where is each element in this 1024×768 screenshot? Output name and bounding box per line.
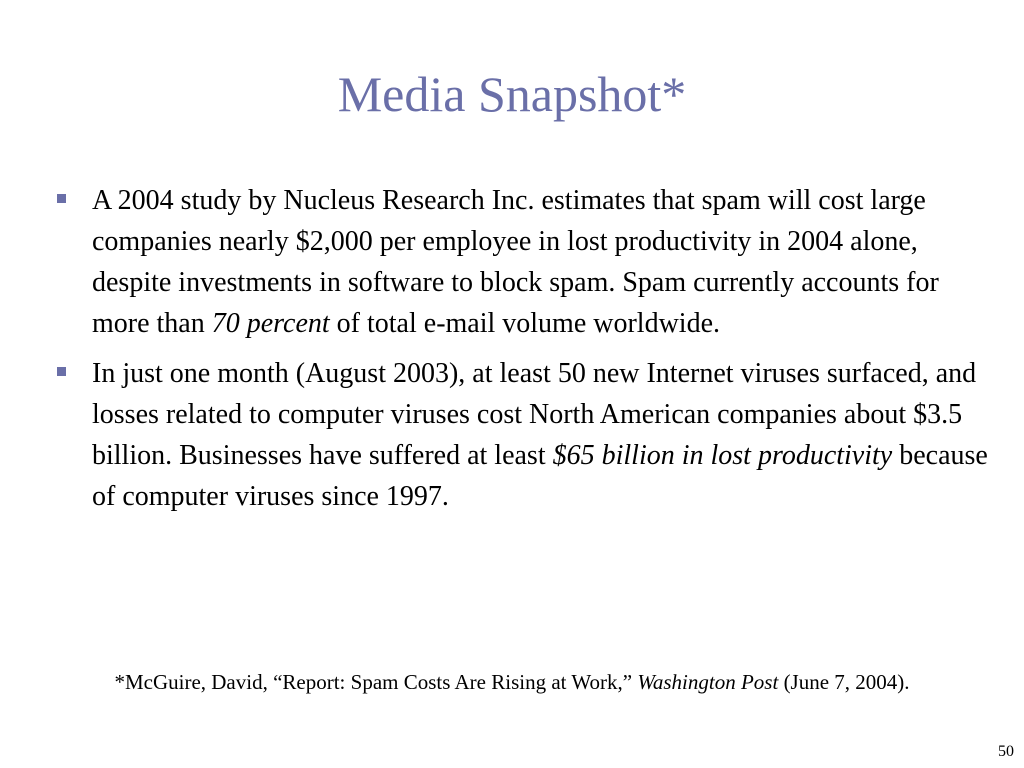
citation — [0, 667, 1024, 697]
bullet-item — [52, 180, 992, 344]
bullet-text-end: of total e-mail volume worldwide. — [329, 308, 721, 339]
square-bullet-icon — [57, 194, 66, 203]
slide-number: 50 — [998, 743, 1014, 760]
bullet-text-start: In just one month (August 2003), at least 50 new Internet viruses surfaced, and losses related to computer viruses cost North American companies about $3.5 billion. Businesses have suffered at least — [92, 358, 977, 471]
bullet-item — [52, 353, 992, 517]
slide-title: Media Snapshot* — [337, 66, 687, 122]
bullet-text — [92, 185, 939, 339]
bullet-text-start: A 2004 study by Nucleus Research Inc. estimates that spam will cost large companies nearly $2,000 per employee in lost productivity in 2004 alone, despite investments in software to block spam. Spam currently accounts for more than — [92, 185, 939, 339]
bullet-list — [52, 180, 992, 526]
citation-text-start: *McGuire, David, “Report: Spam Costs Are Rising at Work,” — [114, 670, 638, 694]
bullet-emphasis: $65 billion in lost productivity — [552, 440, 893, 471]
bullet-text-end: because of computer viruses since 1997. — [92, 440, 988, 512]
square-bullet-icon — [57, 367, 66, 376]
citation-source: Washington Post — [637, 670, 779, 694]
bullet-text — [92, 358, 988, 512]
citation-text-end: (June 7, 2004). — [778, 670, 910, 694]
bullet-emphasis: 70 percent — [211, 308, 330, 339]
